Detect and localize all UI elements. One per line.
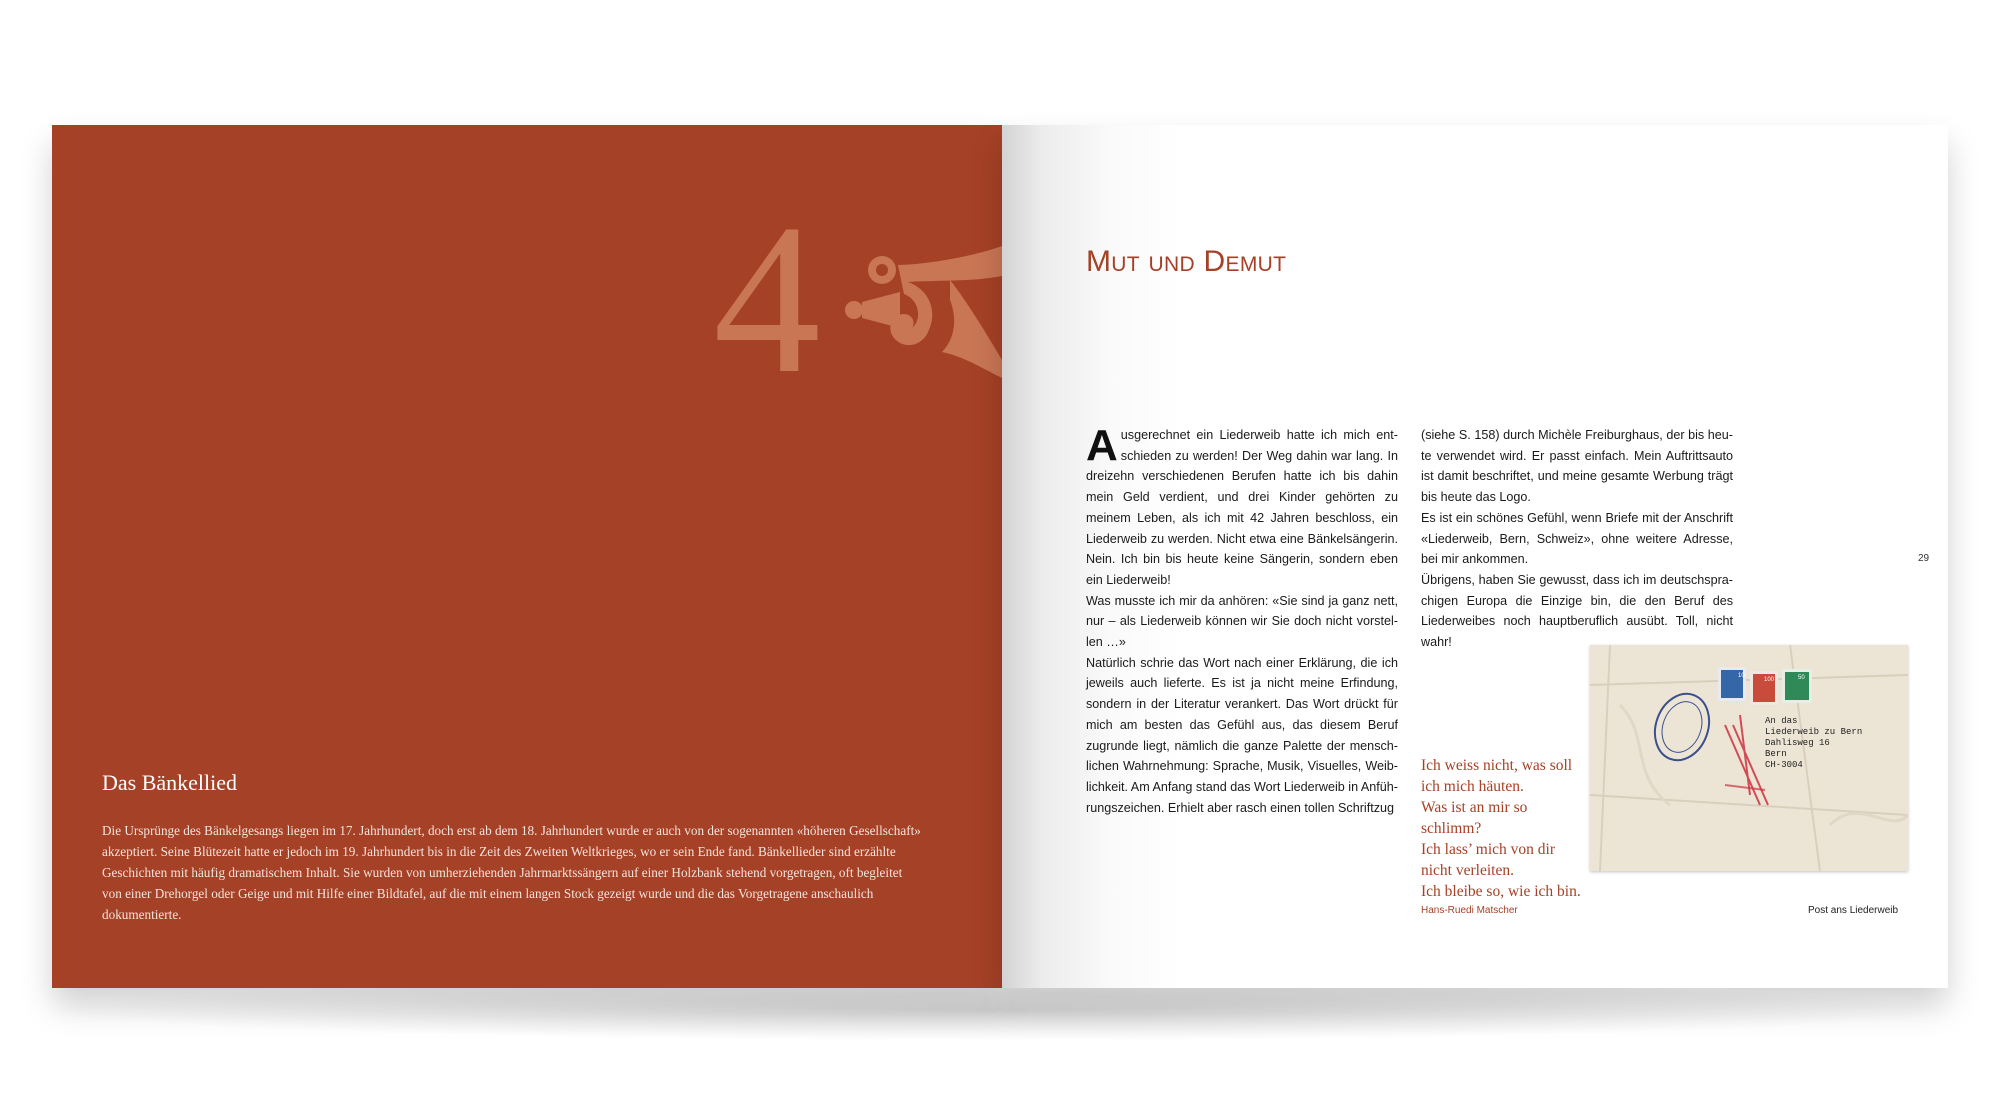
envelope-photo — [1590, 645, 1908, 871]
svg-text:10: 10 — [1738, 673, 1745, 679]
paragraph-1: Ausgerechnet ein Liederweib hatte ich mich entschieden zu werden! Der Weg dahin war lang. In dreizehn verschiedenen Berufen hatte ich bis dahin mein Geld verdient, und drei Kinder gehörten zu meinem Leben, als ich mit 42 Jahren beschloss, ein Liederweib zu werden. Nicht etwa eine Bänkelsängerin. Nein. Ich bin bis heute keine Sängerin, sondern eben ein Liederweib! — [1086, 421, 1398, 587]
stamp-1 — [1718, 667, 1746, 701]
left-page — [52, 125, 1002, 988]
poem-line: schlimm? — [1421, 820, 1482, 837]
chapter-number: 4 — [713, 179, 821, 418]
right-page — [1002, 125, 1948, 988]
section-title: Das Bänkellied — [102, 770, 238, 795]
stamp-2 — [1750, 671, 1778, 705]
page-number: 29 — [1918, 553, 1930, 564]
section-body-text: Die Ursprünge des Bänkelgesangs liegen im 17. Jahrhundert, doch erst ab dem 18. Jahrhundert wurde er auch von der sogenannten «höheren Gesellschaft» akzeptiert. Seine Blütezeit hatte er jedoch im 19. Jahrhundert bis in die Zeit des Zweiten Weltkrieges, wo er sein Ende fand. Bänkellieder sind erzählte Geschichten mit häufig dramatischem Inhalt. Sie wurden von umherziehenden Jahrmarktssängern auf einer Holzbank stehend vorgetragen, oft begleitet von einer Drehorgel oder Geige und mit Hilfe einer Bildtafel, auf die mit einem langen Stock gezeigt wurde und die das Vorgetragene anschaulich dokumentierte. — [102, 823, 921, 922]
svg-text:100: 100 — [1764, 677, 1775, 683]
paragraph-3: Natürlich schrie das Wort nach einer Erklärung, die ich jeweils auch lieferte. Es ist ja nicht meine Erfindung, sondern in der Literatur verankert. Das Wort drückt für mich am besten das Gefühl aus, das diesem Beruf zugrunde liegt, nämlich die ganze Palette der menschlichen Wahrnehmung: Sprache, Musik, Visuelles, Weiblichkeit. Am Anfang stand das Wort Liederweib in Anführungszeichen. Erhielt aber rasch einen tollen Schriftzug — [1086, 655, 1398, 815]
address-line: Bern — [1765, 749, 1787, 759]
paragraph-4: (siehe S. 158) durch Michèle Freiburghaus, der bis heute verwendet wird. Er passt einfach. Mein Auftrittsauto ist damit beschriftet, und meine gesamte Werbung trägt bis heute das Logo. — [1421, 428, 1733, 505]
poem-line: Ich bleibe so, wie ich bin. — [1421, 883, 1581, 900]
text-column-2 — [1421, 425, 1733, 653]
paragraph-6: Übrigens, haben Sie gewusst, dass ich im deutschsprachigen Europa die Einzige bin, die den Beruf des Liederweibes noch hauptberuflich ausübt. Toll, nicht wahr! — [1421, 572, 1733, 650]
poem-line: Was ist an mir so — [1421, 799, 1528, 816]
book-shadow — [60, 980, 1940, 1040]
address-line: CH-3004 — [1765, 760, 1803, 770]
svg-text:50: 50 — [1798, 675, 1805, 681]
drop-cap: A — [1086, 421, 1118, 470]
photo-caption: Post ans Liederweib — [1808, 905, 1899, 916]
poem-author: Hans-Ruedi Matscher — [1421, 905, 1518, 916]
stamp-3 — [1782, 669, 1812, 703]
paragraph-2: Was musste ich mir da anhören: «Sie sind ja ganz nett, nur – als Liederweib können wir Sie doch nicht vorstellen …» — [1086, 593, 1398, 650]
address-line: Liederweib zu Bern — [1765, 727, 1863, 737]
address-line: Dahlisweg 16 — [1765, 738, 1830, 748]
address-line: An das — [1765, 716, 1798, 726]
poem-line: Ich weiss nicht, was soll — [1421, 757, 1573, 774]
poem-line: ich mich häuten. — [1421, 778, 1524, 795]
ornament-icon — [842, 240, 1002, 380]
text-column-1 — [1086, 421, 1398, 818]
poem-line: nicht verleiten. — [1421, 862, 1514, 879]
poem-line: Ich lass’ mich von dir — [1421, 841, 1556, 858]
chapter-title: Mut und Demut — [1086, 245, 1287, 278]
paragraph-5: Es ist ein schönes Gefühl, wenn Briefe mit der Anschrift «Liederweib, Bern, Schweiz», ohne weitere Adresse, bei mir ankommen. — [1421, 510, 1733, 567]
